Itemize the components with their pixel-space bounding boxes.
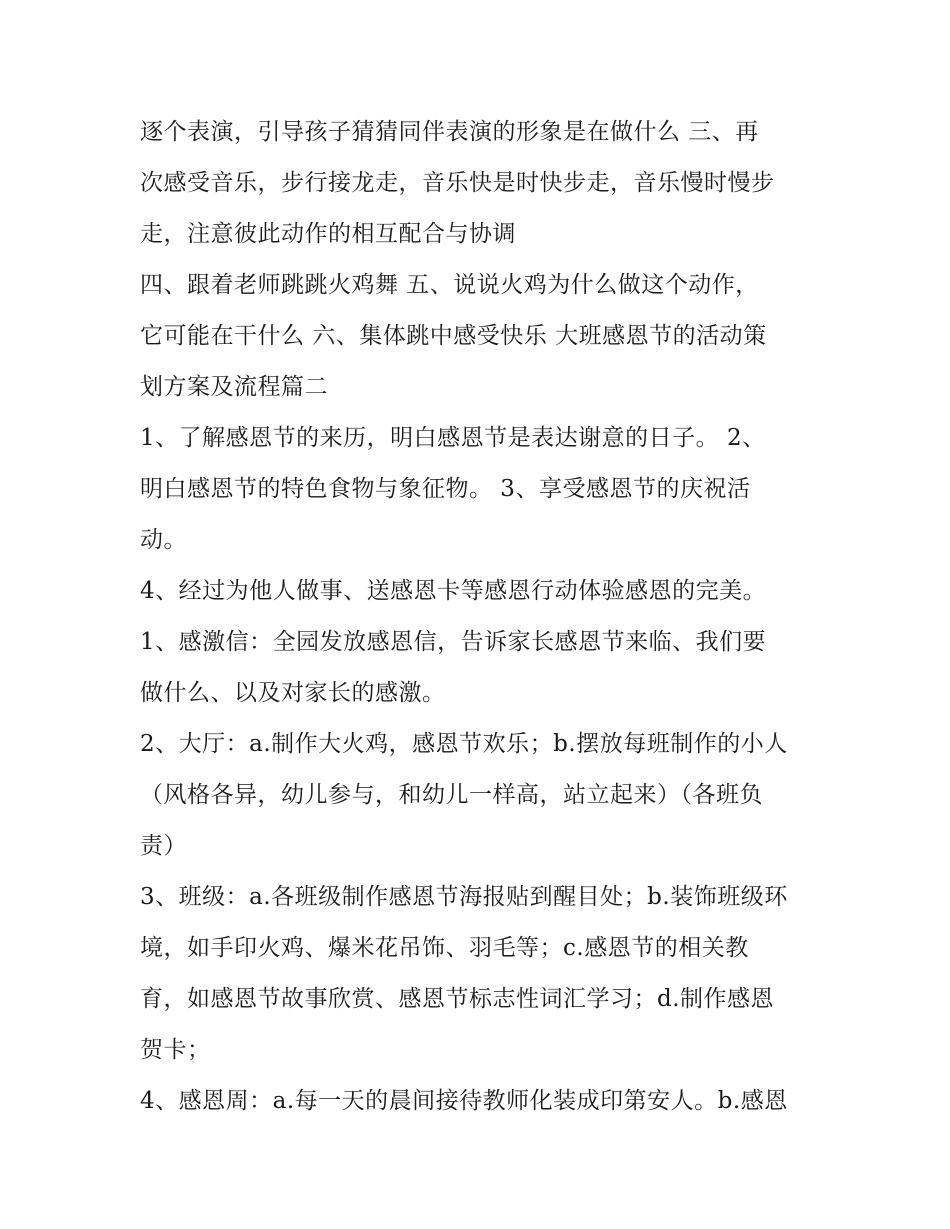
text-line: 3、班级：a.各班级制作感恩节海报贴到醒目处；b.装饰班级环 xyxy=(140,884,788,910)
text-line: 划方案及流程篇二 xyxy=(140,374,328,400)
text-line: 逐个表演，引导孩子猜猜同伴表演的形象是在做什么 三、再 xyxy=(140,119,759,145)
text-line: 次感受音乐，步行接龙走，音乐快是时快步走，音乐慢时慢步 xyxy=(140,170,775,196)
text-line: 1、感激信：全园发放感恩信，告诉家长感恩节来临、我们要 xyxy=(140,629,767,655)
text-line: 贺卡； xyxy=(140,1037,211,1063)
text-line: 1、了解感恩节的来历，明白感恩节是表达谢意的日子。 2、 xyxy=(140,425,766,451)
text-line: 育，如感恩节故事欣赏、感恩节标志性词汇学习；d.制作感恩 xyxy=(140,986,775,1012)
text-line: （风格各异，幼儿参与，和幼儿一样高，站立起来）（各班负 xyxy=(140,782,763,808)
text-line: 4、经过为他人做事、送感恩卡等感恩行动体验感恩的完美。 xyxy=(140,578,767,604)
text-line: 走，注意彼此动作的相互配合与协调 xyxy=(140,221,516,247)
text-line: 动。 xyxy=(140,527,187,553)
text-line: 4、感恩周：a.每一天的晨间接待教师化装成印第安人。b.感恩 xyxy=(140,1088,788,1114)
text-line: 四、跟着老师跳跳火鸡舞 五、说说火鸡为什么做这个动作， xyxy=(140,272,759,298)
text-line: 做什么、以及对家长的感激。 xyxy=(140,680,446,706)
text-line: 明白感恩节的特色食物与象征物。 3、享受感恩节的庆祝活 xyxy=(140,476,751,502)
text-line: 责） xyxy=(140,833,187,859)
document-body xyxy=(140,107,820,1127)
text-line: 它可能在干什么 六、集体跳中感受快乐 大班感恩节的活动策 xyxy=(140,323,767,349)
text-line: 2、大厅：a.制作大火鸡，感恩节欢乐；b.摆放每班制作的小人 xyxy=(140,731,788,757)
text-line: 境，如手印火鸡、爆米花吊饰、羽毛等；c.感恩节的相关教 xyxy=(140,935,749,961)
